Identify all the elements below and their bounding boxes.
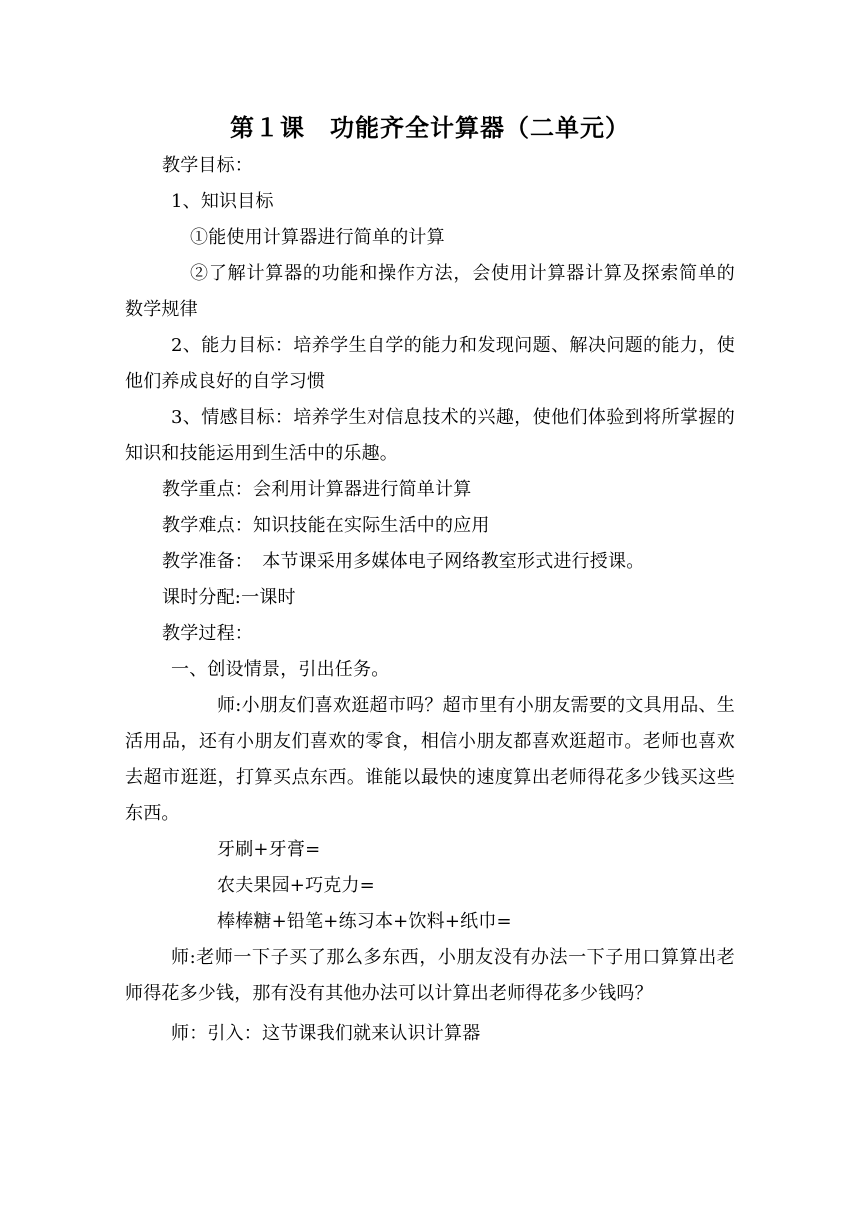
teaching-key-point: 教学重点：会利用计算器进行简单计算	[162, 479, 472, 500]
emotion-goal: 3、情感目标：培养学生对信息技术的兴趣，使他们体验到将所掌握的知识和技能运用到生活中的乐趣。	[125, 407, 735, 464]
class-hours: 课时分配:一课时	[162, 587, 296, 608]
process-step-1: 一、创设情景，引出任务。	[171, 659, 390, 680]
process-heading: 教学过程：	[162, 623, 253, 644]
knowledge-goal-item-1: ①能使用计算器进行简单的计算	[190, 227, 445, 248]
teaching-difficulty: 教学难点：知识技能在实际生活中的应用	[162, 515, 490, 536]
teacher-speech-1: 师:小朋友们喜欢逛超市吗？超市里有小朋友需要的文具用品、生活用品，还有小朋友们喜欢的零食，相信小朋友都喜欢逛超市。老师也喜欢去超市逛逛，打算买点东西。谁能以最快的速度算出老师得花多少钱买这些东西。	[125, 695, 735, 824]
document-page	[125, 108, 735, 1052]
formula-2: 农夫果园+巧克力=	[217, 875, 375, 896]
ability-goal: 2、能力目标：培养学生自学的能力和发现问题、解决问题的能力，使他们养成良好的自学习惯	[125, 335, 735, 392]
knowledge-goal-item-2: ②了解计算器的功能和操作方法，会使用计算器计算及探索简单的数学规律	[125, 263, 735, 320]
objectives-heading: 教学目标：	[162, 155, 253, 176]
formula-3: 棒棒糖+铅笔+练习本+饮料+纸巾=	[217, 911, 512, 932]
teacher-speech-3: 师：引入：这节课我们就来认识计算器	[171, 1023, 481, 1044]
teacher-speech-2: 师:老师一下子买了那么多东西，小朋友没有办法一下子用口算算出老师得花多少钱，那有没有其他办法可以计算出老师得花多少钱吗？	[125, 947, 735, 1004]
formula-1: 牙刷+牙膏=	[217, 839, 321, 860]
knowledge-goal-heading: 1、知识目标	[171, 191, 274, 212]
lesson-title: 第１课 功能齐全计算器（二单元）	[230, 113, 630, 142]
teaching-preparation: 教学准备： 本节课采用多媒体电子网络教室形式进行授课。	[162, 551, 645, 572]
